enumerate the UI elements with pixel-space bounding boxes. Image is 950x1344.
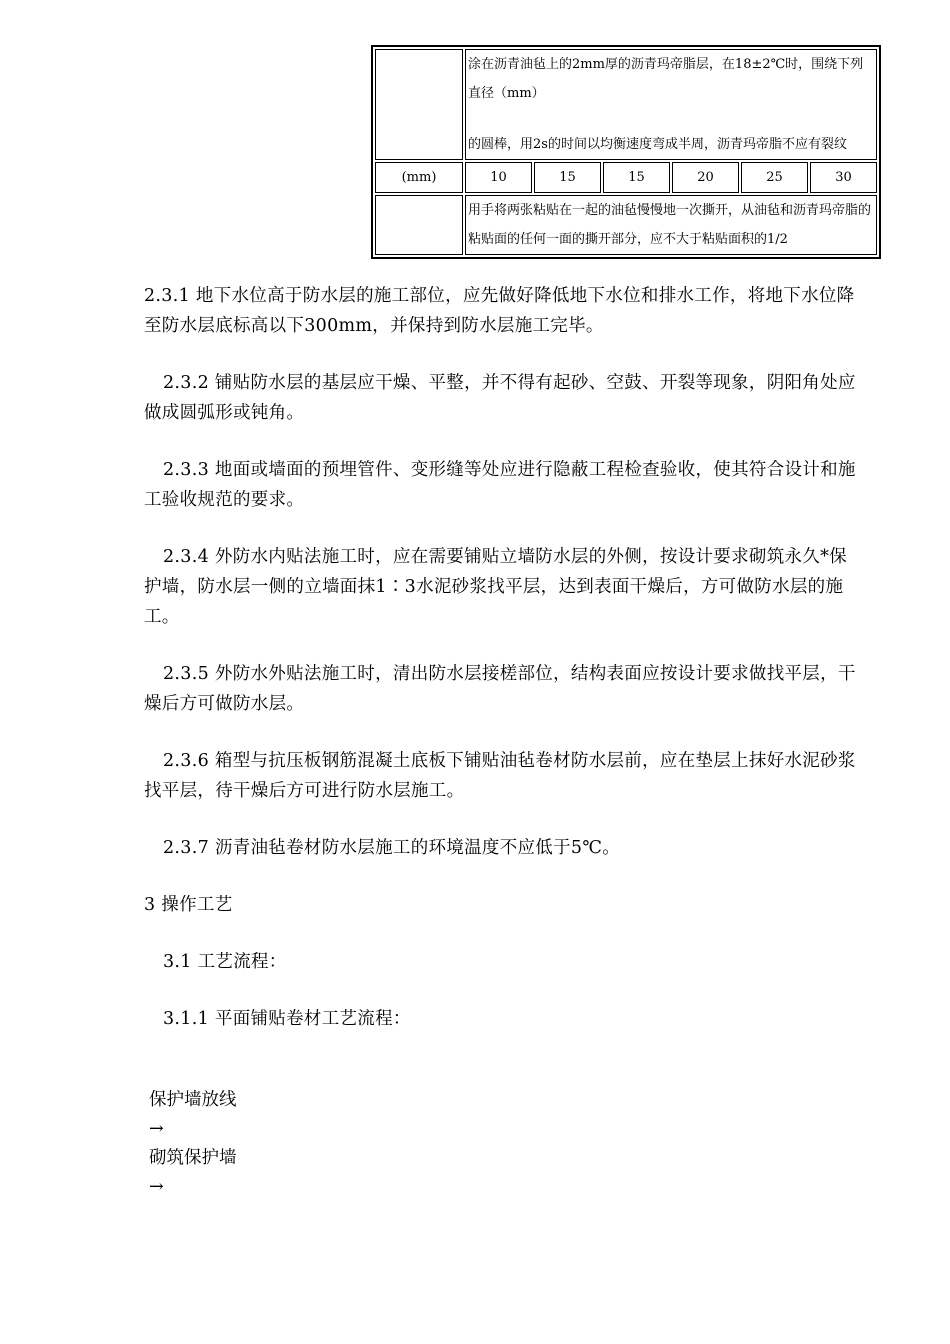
- flow-arrow-icon: →: [149, 1177, 164, 1197]
- paragraph-2-3-1: 2.3.1 地下水位高于防水层的施工部位，应先做好降低地下水位和排水工作，将地下水位降至防水层底标高以下300mm，并保持到防水层施工完毕。: [144, 286, 855, 336]
- table-cell-blank: [375, 195, 463, 255]
- table-row: [375, 162, 877, 193]
- bend-test-line2: 的圆棒，用2s的时间以均衡速度弯成半周，沥青玛帝脂不应有裂纹: [468, 137, 847, 152]
- table-cell-value: 30: [810, 162, 877, 193]
- document-body: [144, 281, 864, 1034]
- paragraph-2-3-6: 2.3.6 箱型与抗压板钢筋混凝土底板下铺贴油毡卷材防水层前，应在垫层上抹好水泥砂浆找平层，待干燥后方可进行防水层施工。: [144, 751, 856, 801]
- table-cell-value: 15: [603, 162, 670, 193]
- table-cell-blank: [375, 49, 463, 160]
- heading-3-1: 3.1 工艺流程：: [163, 952, 287, 972]
- bend-test-line1: 涂在沥青油毡上的2mm厚的沥青玛帝脂层，在18±2℃时，围绕下列直径（mm）: [468, 57, 864, 101]
- process-flow: [149, 1086, 237, 1202]
- paragraph-2-3-3: 2.3.3 地面或墙面的预埋管件、变形缝等处应进行隐蔽工程检查验收，使其符合设计和施工验收规范的要求。: [144, 460, 856, 510]
- table-cell-unit: (mm): [375, 162, 463, 193]
- heading-3: 3 操作工艺: [144, 895, 233, 915]
- paragraph-2-3-4: 2.3.4 外防水内贴法施工时，应在需要铺贴立墙防水层的外侧，按设计要求砌筑永久*保护墙，防水层一侧的立墙面抹1∶3水泥砂浆找平层，达到表面干燥后，方可做防水层的施工。: [144, 547, 847, 627]
- table-cell-value: 10: [465, 162, 532, 193]
- heading-3-1-1: 3.1.1 平面铺贴卷材工艺流程：: [163, 1009, 411, 1029]
- table-cell-peel-test: 用手将两张粘贴在一起的油毡慢慢地一次撕开，从油毡和沥青玛帝脂的粘贴面的任何一面的撕开部分，应不大于粘贴面积的1/2: [465, 195, 877, 255]
- table-row: [375, 195, 877, 255]
- flow-step: 砌筑保护墙: [149, 1148, 237, 1168]
- table-cell-value: 15: [534, 162, 601, 193]
- flow-step: 保护墙放线: [149, 1090, 237, 1110]
- table-cell-value: 25: [741, 162, 808, 193]
- paragraph-2-3-7: 2.3.7 沥青油毡卷材防水层施工的环境温度不应低于5℃。: [163, 838, 620, 858]
- paragraph-2-3-2: 2.3.2 铺贴防水层的基层应干燥、平整，并不得有起砂、空鼓、开裂等现象，阴阳角处应做成圆弧形或钝角。: [144, 373, 856, 423]
- paragraph-2-3-5: 2.3.5 外防水外贴法施工时，清出防水层接槎部位，结构表面应按设计要求做找平层，干燥后方可做防水层。: [144, 664, 856, 714]
- table-row: [375, 49, 877, 160]
- table-cell-bend-test: [465, 49, 877, 160]
- spec-table: [371, 45, 881, 259]
- flow-arrow-icon: →: [149, 1119, 164, 1139]
- table-cell-value: 20: [672, 162, 739, 193]
